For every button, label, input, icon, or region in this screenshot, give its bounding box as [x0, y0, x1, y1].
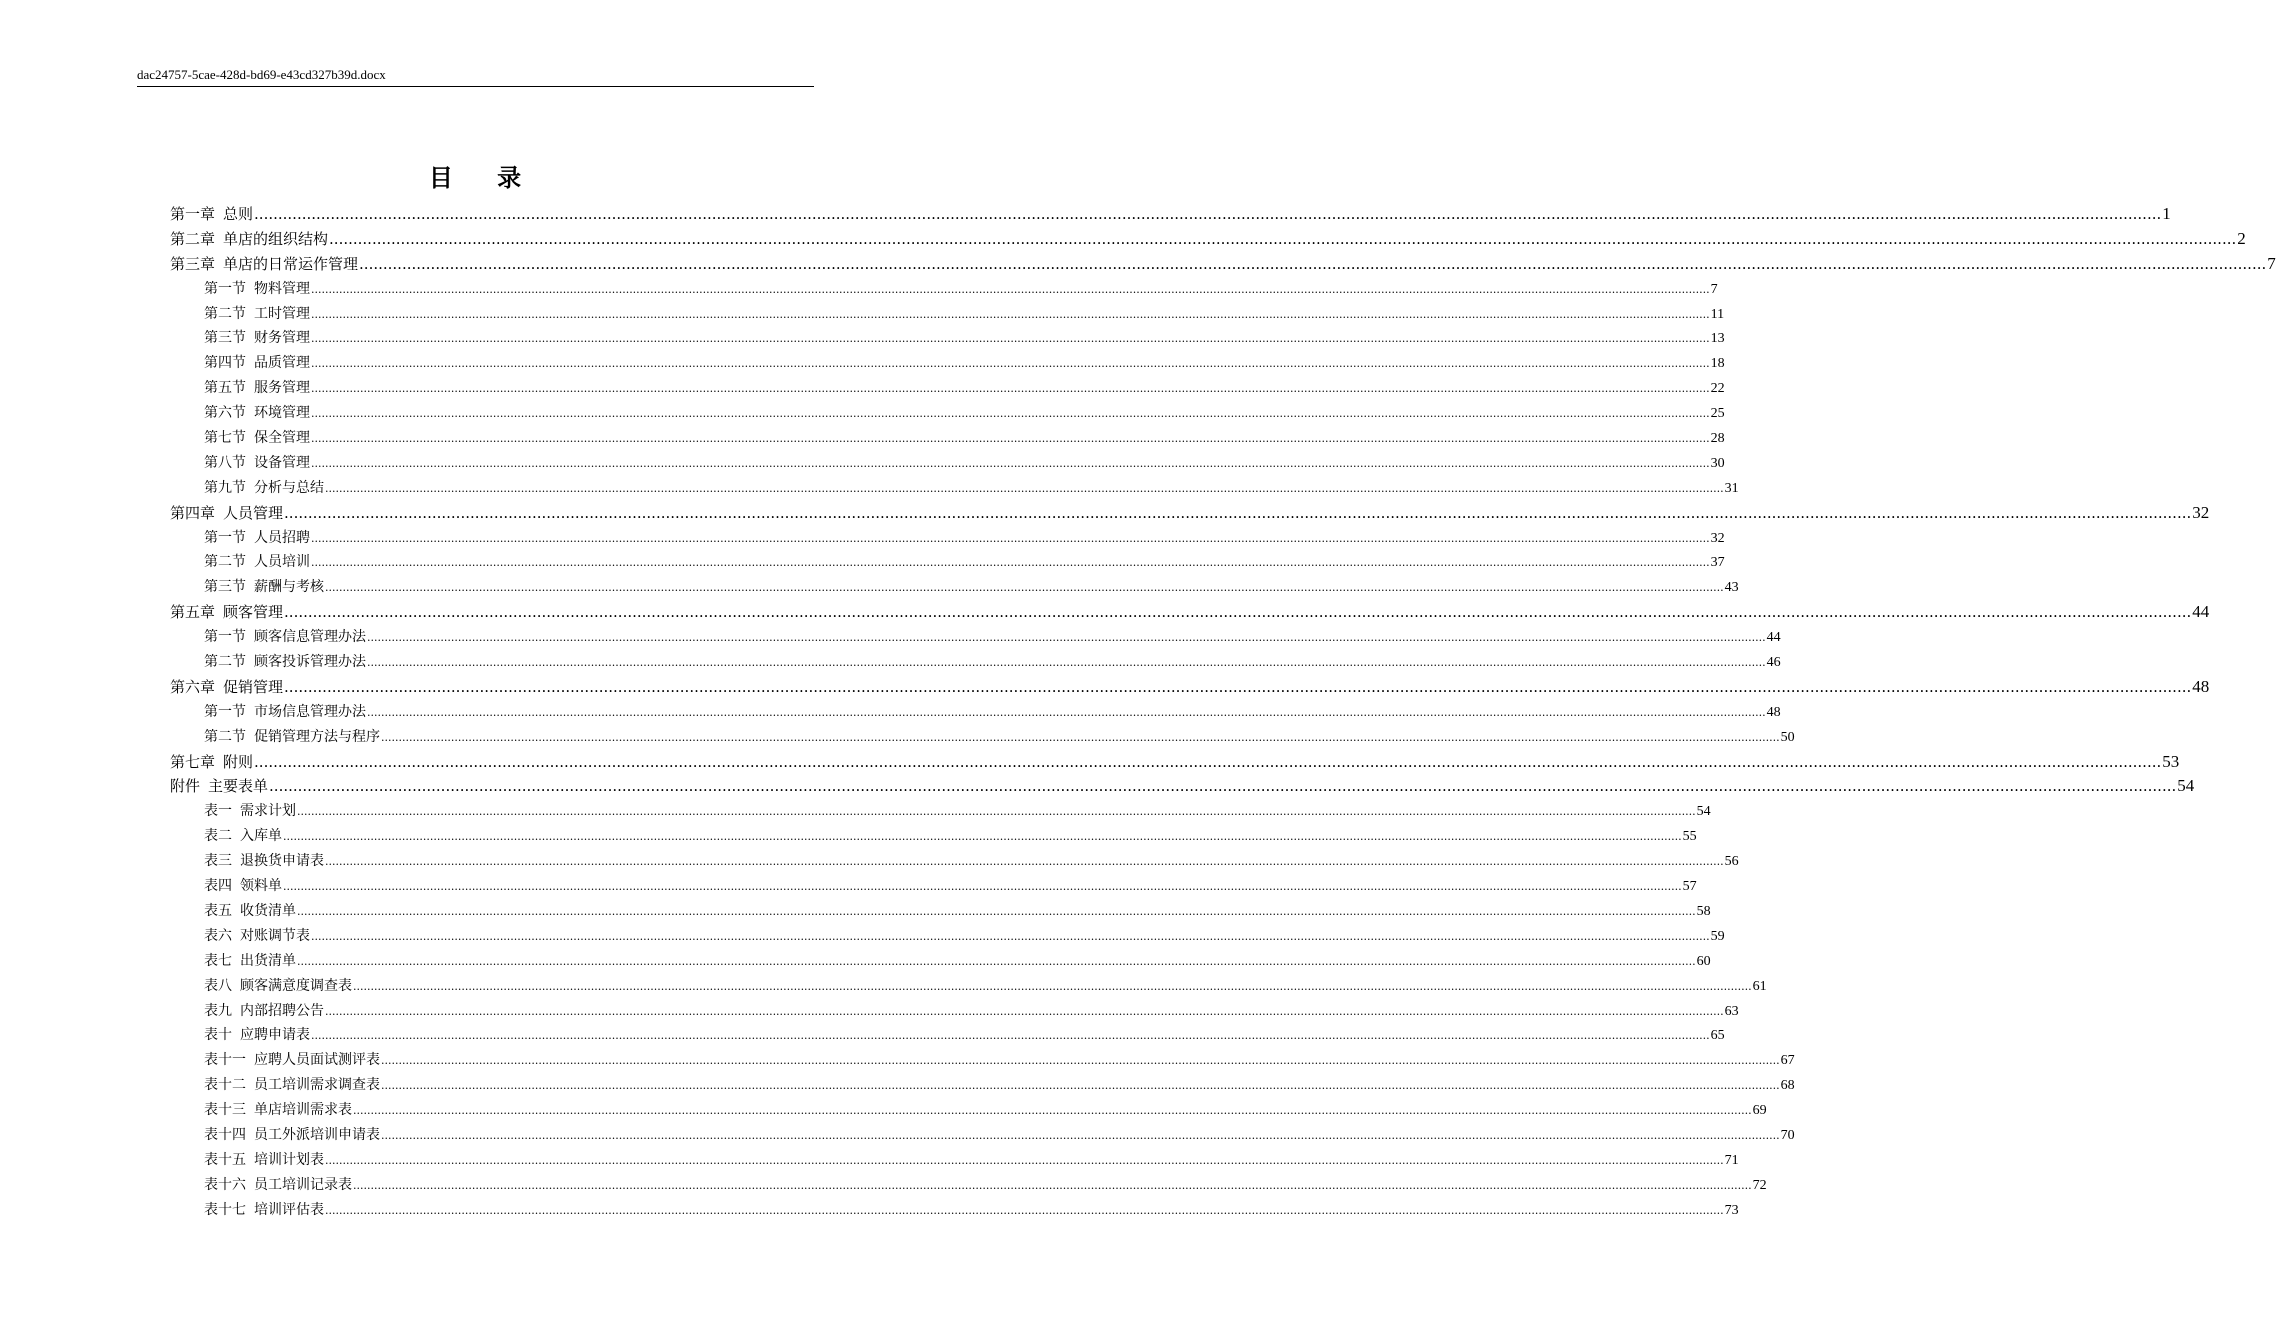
toc-entry-text: 培训评估表: [254, 1201, 324, 1218]
toc-entry-text: 品质管理: [254, 355, 310, 372]
toc-entry-label: [204, 526, 310, 551]
toc-entry-label: [204, 725, 380, 750]
toc-entry-text: 顾客满意度调查表: [240, 977, 352, 994]
toc-dot-leader: ................................................................................................................................................................................................................................................................................................................................................................................................................: [381, 1128, 1780, 1142]
toc-entry-label: [204, 1148, 324, 1173]
toc-entry-page: 48: [2192, 676, 2210, 696]
toc-dot-leader: ................................................................................................................................................................................................................................................................................................................................................................................................................: [381, 1054, 1780, 1068]
toc-entry-number: 第五章: [170, 603, 216, 622]
toc-entry-text: 培训计划表: [254, 1151, 324, 1168]
toc-entry-page: 1: [2162, 204, 2171, 223]
toc-dot-leader: ................................................................................................................................................................................................................................................................................................................................................................................................................: [353, 979, 1752, 993]
toc-entry-number: 表十五: [204, 1151, 246, 1168]
toc-dot-leader: ................................................................................................................................................................................................................................................................................................................................................................................................................: [311, 556, 1710, 570]
toc-entry-number: 第二章: [170, 229, 216, 248]
toc-dot-leader: ................................................................................................................................................................................................................................................................................................................................................................................................................: [284, 677, 2192, 696]
toc-entry-label: [204, 401, 310, 426]
toc-dot-leader: ................................................................................................................................................................................................................................................................................................................................................................................................................: [325, 855, 1724, 869]
toc-entry-page: 11: [1710, 306, 1725, 322]
toc-entry-text: 退换货申请表: [240, 853, 324, 870]
toc-entry-label: [204, 575, 324, 600]
toc-dot-leader: ................................................................................................................................................................................................................................................................................................................................................................................................................: [359, 254, 2267, 273]
toc-entry-number: 第三节: [204, 330, 246, 347]
toc-entry-page: 44: [1766, 630, 1781, 646]
toc-entry-text: 保全管理: [254, 430, 310, 447]
toc-entry-page: 18: [1710, 356, 1725, 372]
toc-entry-page: 72: [1752, 1177, 1767, 1193]
toc-entry-label: [204, 1173, 352, 1198]
toc-entry-number: 第四节: [204, 355, 246, 372]
toc-entry-number: 第一节: [204, 280, 246, 297]
toc-entry-number: 第一节: [204, 629, 246, 646]
toc-entry-number: 第二节: [204, 305, 246, 322]
toc-entry-text: 设备管理: [254, 454, 310, 471]
toc-entry[interactable]: [170, 351, 1725, 376]
toc-entry[interactable]: [170, 550, 1725, 575]
toc-entry-page: 59: [1710, 928, 1725, 944]
toc-entry-text: 领料单: [240, 878, 282, 895]
toc-dot-leader: ................................................................................................................................................................................................................................................................................................................................................................................................................: [381, 730, 1780, 744]
toc-dot-leader: ................................................................................................................................................................................................................................................................................................................................................................................................................: [325, 1153, 1724, 1167]
toc-entry-label: [204, 277, 310, 302]
toc-entry-text: 员工培训需求调查表: [254, 1077, 380, 1094]
toc-entry-page: 37: [1710, 555, 1725, 571]
toc-entry-number: 表十一: [204, 1052, 246, 1069]
toc-dot-leader: ................................................................................................................................................................................................................................................................................................................................................................................................................: [311, 332, 1710, 346]
toc-entry-page: 28: [1710, 431, 1725, 447]
toc-entry-label: [170, 675, 283, 700]
toc-entry-text: 收货清单: [240, 902, 296, 919]
toc-entry-text: 市场信息管理办法: [254, 703, 366, 720]
toc-entry-page: 44: [2192, 602, 2210, 622]
toc-dot-leader: ................................................................................................................................................................................................................................................................................................................................................................................................................: [311, 382, 1710, 396]
toc-entry-text: 应聘人员面试测评表: [254, 1052, 380, 1069]
toc-entry-text: 单店的组织结构: [223, 229, 329, 248]
toc-entry-text: 服务管理: [254, 380, 310, 397]
toc-entry-number: 表十四: [204, 1126, 246, 1143]
toc-entry-label: [204, 376, 310, 401]
toc-entry-number: 表一: [204, 803, 232, 820]
toc-dot-leader: ................................................................................................................................................................................................................................................................................................................................................................................................................: [311, 307, 1710, 321]
toc-entry[interactable]: [170, 1048, 1795, 1073]
document-header: [137, 66, 814, 87]
toc-entry-label: [170, 501, 283, 526]
toc-entry[interactable]: [170, 252, 2276, 277]
toc-dot-leader: ................................................................................................................................................................................................................................................................................................................................................................................................................: [311, 929, 1710, 943]
toc-entry-number: 表八: [204, 977, 232, 994]
toc-entry-label: [204, 1023, 310, 1048]
toc-entry[interactable]: [170, 774, 2195, 799]
toc-dot-leader: ................................................................................................................................................................................................................................................................................................................................................................................................................: [311, 282, 1710, 296]
toc-entry-text: 入库单: [240, 828, 282, 845]
toc-entry-page: 25: [1710, 406, 1725, 422]
toc-entry[interactable]: [170, 874, 1697, 899]
toc-entry[interactable]: [170, 376, 1725, 401]
toc-entry-number: 第一章: [170, 205, 216, 223]
toc-entry-label: [170, 252, 358, 277]
toc-entry-number: 第八节: [204, 454, 246, 471]
toc-entry-page: 56: [1724, 854, 1739, 870]
toc-entry[interactable]: [170, 326, 1725, 351]
toc-dot-leader: ................................................................................................................................................................................................................................................................................................................................................................................................................: [284, 503, 2192, 522]
toc-dot-leader: ................................................................................................................................................................................................................................................................................................................................................................................................................: [311, 531, 1710, 545]
toc-entry-text: 财务管理: [254, 330, 310, 347]
page-title: 目 录: [428, 163, 540, 192]
toc-dot-leader: ................................................................................................................................................................................................................................................................................................................................................................................................................: [297, 904, 1696, 918]
toc-entry-text: 薪酬与考核: [254, 579, 324, 596]
toc-entry-label: [204, 1048, 380, 1073]
toc-entry[interactable]: [170, 202, 2171, 227]
toc-entry-text: 顾客管理: [223, 603, 284, 622]
toc-entry-page: 48: [1766, 704, 1781, 720]
toc-entry-text: 单店的日常运作管理: [223, 254, 359, 273]
toc-entry-text: 员工培训记录表: [254, 1176, 352, 1193]
toc-dot-leader: ................................................................................................................................................................................................................................................................................................................................................................................................................: [311, 432, 1710, 446]
toc-entry-page: 71: [1724, 1152, 1739, 1168]
toc-dot-leader: ................................................................................................................................................................................................................................................................................................................................................................................................................: [269, 777, 2177, 796]
toc-dot-leader: ................................................................................................................................................................................................................................................................................................................................................................................................................: [284, 603, 2192, 622]
toc-entry-label: [170, 774, 268, 799]
toc-entry-page: 55: [1682, 829, 1697, 845]
toc-entry[interactable]: [170, 675, 2210, 700]
toc-entry-page: 57: [1682, 879, 1697, 895]
toc-entry-label: [204, 1123, 380, 1148]
toc-entry-text: 促销管理方法与程序: [254, 728, 380, 745]
toc-entry-page: 60: [1696, 953, 1711, 969]
toc-entry-text: 环境管理: [254, 405, 310, 422]
toc-entry[interactable]: [170, 526, 1725, 551]
toc-entry-text: 对账调节表: [240, 927, 310, 944]
toc-entry-label: [170, 202, 253, 227]
toc-entry[interactable]: [170, 426, 1725, 451]
toc-entry-label: [204, 849, 324, 874]
toc-entry-number: 第一节: [204, 529, 246, 546]
toc-entry-page: 30: [1710, 455, 1725, 471]
toc-entry[interactable]: [170, 999, 1739, 1024]
toc-entry-label: [204, 899, 296, 924]
toc-entry-page: 46: [1766, 655, 1781, 671]
toc-entry-number: 表十三: [204, 1102, 246, 1119]
toc-entry-page: 69: [1752, 1103, 1767, 1119]
toc-entry-label: [204, 650, 366, 675]
toc-entry-page: 32: [1710, 530, 1725, 546]
toc-entry-label: [204, 974, 352, 999]
toc-dot-leader: ................................................................................................................................................................................................................................................................................................................................................................................................................: [329, 229, 2237, 248]
toc-entry-page: 70: [1780, 1127, 1795, 1143]
toc-entry-page: 54: [2177, 776, 2195, 796]
toc-entry-text: 内部招聘公告: [240, 1002, 324, 1019]
toc-entry-number: 第三节: [204, 579, 246, 596]
toc-entry-text: 人员招聘: [254, 529, 310, 546]
toc-dot-leader: ................................................................................................................................................................................................................................................................................................................................................................................................................: [297, 805, 1696, 819]
toc-entry[interactable]: [170, 451, 1725, 476]
toc-entry[interactable]: [170, 824, 1697, 849]
toc-entry-number: 第五节: [204, 380, 246, 397]
header-filename: dac24757-5cae-428d-bd69-e43cd327b39d.docx: [137, 67, 386, 82]
toc-entry-label: [204, 874, 282, 899]
toc-entry-page: 22: [1710, 381, 1725, 397]
toc-entry-number: 第六章: [170, 677, 216, 696]
toc-dot-leader: ................................................................................................................................................................................................................................................................................................................................................................................................................: [325, 581, 1724, 595]
toc-entry-page: 65: [1710, 1028, 1725, 1044]
toc-entry[interactable]: [170, 1023, 1725, 1048]
toc-entry-page: 67: [1780, 1053, 1795, 1069]
toc-dot-leader: ................................................................................................................................................................................................................................................................................................................................................................................................................: [311, 456, 1710, 470]
toc-entry-number: 表十: [204, 1027, 232, 1044]
toc-entry-number: 第七节: [204, 430, 246, 447]
toc-dot-leader: ................................................................................................................................................................................................................................................................................................................................................................................................................: [283, 830, 1682, 844]
toc-entry[interactable]: [170, 725, 1795, 750]
toc-dot-leader: ................................................................................................................................................................................................................................................................................................................................................................................................................: [311, 1029, 1710, 1043]
toc-entry-text: 工时管理: [254, 305, 310, 322]
toc-entry-text: 顾客投诉管理办法: [254, 654, 366, 671]
toc-dot-leader: ................................................................................................................................................................................................................................................................................................................................................................................................................: [254, 205, 2162, 223]
toc-entry-number: 第四章: [170, 503, 216, 522]
toc-dot-leader: ................................................................................................................................................................................................................................................................................................................................................................................................................: [325, 1004, 1724, 1018]
toc-entry-text: 附则: [223, 752, 254, 771]
toc-entry[interactable]: [170, 401, 1725, 426]
toc-entry-number: 第一节: [204, 703, 246, 720]
toc-entry-text: 需求计划: [240, 803, 296, 820]
toc-entry-number: 表十七: [204, 1201, 246, 1218]
toc-entry[interactable]: [170, 227, 2246, 252]
toc-entry-page: 13: [1710, 331, 1725, 347]
toc-entry-text: 员工外派培训申请表: [254, 1126, 380, 1143]
toc-entry-number: 表九: [204, 1002, 232, 1019]
toc-entry[interactable]: [170, 1173, 1767, 1198]
toc-entry-text: 出货清单: [240, 952, 296, 969]
toc-entry-label: [204, 451, 310, 476]
toc-entry-label: [204, 625, 366, 650]
toc-entry[interactable]: [170, 277, 1718, 302]
toc-dot-leader: ................................................................................................................................................................................................................................................................................................................................................................................................................: [283, 880, 1682, 894]
toc-entry-page: 68: [1780, 1078, 1795, 1094]
toc-entry[interactable]: [170, 924, 1725, 949]
toc-dot-leader: ................................................................................................................................................................................................................................................................................................................................................................................................................: [325, 481, 1724, 495]
table-of-contents: [170, 202, 2276, 1223]
toc-entry-number: 表十六: [204, 1176, 246, 1193]
toc-entry[interactable]: [170, 899, 1711, 924]
toc-entry-number: 附件: [170, 777, 201, 796]
toc-entry-label: [204, 1098, 352, 1123]
toc-dot-leader: ................................................................................................................................................................................................................................................................................................................................................................................................................: [311, 407, 1710, 421]
toc-entry[interactable]: [170, 1073, 1795, 1098]
toc-entry[interactable]: [170, 1098, 1767, 1123]
toc-entry[interactable]: [170, 501, 2210, 526]
toc-entry-number: 表二: [204, 828, 232, 845]
toc-entry-page: 61: [1752, 978, 1767, 994]
toc-entry-label: [204, 949, 296, 974]
toc-entry-text: 主要表单: [208, 777, 269, 796]
toc-entry-number: 表三: [204, 853, 232, 870]
toc-dot-leader: ................................................................................................................................................................................................................................................................................................................................................................................................................: [353, 1104, 1752, 1118]
toc-entry-page: 32: [2192, 502, 2210, 522]
toc-entry[interactable]: [170, 1148, 1739, 1173]
toc-entry-page: 63: [1724, 1003, 1739, 1019]
toc-entry-text: 人员培训: [254, 554, 310, 571]
toc-entry[interactable]: [170, 1198, 1739, 1223]
toc-entry-label: [204, 426, 310, 451]
toc-entry-label: [204, 550, 310, 575]
toc-entry[interactable]: [170, 625, 1781, 650]
toc-entry-label: [204, 1198, 324, 1223]
toc-dot-leader: ................................................................................................................................................................................................................................................................................................................................................................................................................: [297, 954, 1696, 968]
toc-dot-leader: ................................................................................................................................................................................................................................................................................................................................................................................................................: [381, 1079, 1780, 1093]
toc-entry[interactable]: [170, 799, 1711, 824]
toc-entry[interactable]: [170, 700, 1781, 725]
toc-entry-page: 58: [1696, 903, 1711, 919]
toc-dot-leader: ................................................................................................................................................................................................................................................................................................................................................................................................................: [311, 357, 1710, 371]
toc-entry-text: 促销管理: [223, 677, 284, 696]
toc-entry[interactable]: [170, 650, 1781, 675]
toc-entry-number: 第九节: [204, 479, 246, 496]
toc-entry[interactable]: [170, 949, 1711, 974]
toc-entry-label: [170, 600, 283, 625]
toc-entry[interactable]: [170, 600, 2210, 625]
toc-entry-number: 表十二: [204, 1077, 246, 1094]
toc-dot-leader: ................................................................................................................................................................................................................................................................................................................................................................................................................: [367, 656, 1766, 670]
toc-entry-number: 第三章: [170, 254, 216, 273]
toc-entry-number: 第二节: [204, 654, 246, 671]
toc-entry-page: 7: [2267, 253, 2276, 273]
toc-entry-number: 表五: [204, 902, 232, 919]
toc-entry-text: 物料管理: [254, 280, 310, 297]
toc-entry-label: [204, 351, 310, 376]
toc-entry[interactable]: [170, 849, 1739, 874]
toc-entry-page: 50: [1780, 729, 1795, 745]
toc-entry-text: 分析与总结: [254, 479, 324, 496]
toc-entry-label: [204, 476, 324, 501]
toc-entry-label: [170, 750, 253, 775]
toc-entry-page: 53: [2162, 751, 2180, 771]
toc-dot-leader: ................................................................................................................................................................................................................................................................................................................................................................................................................: [367, 631, 1766, 645]
toc-entry-page: 7: [1710, 281, 1718, 297]
toc-entry-number: 表七: [204, 952, 232, 969]
toc-entry-text: 应聘申请表: [240, 1027, 310, 1044]
toc-entry-page: 73: [1724, 1202, 1739, 1218]
toc-entry-label: [204, 824, 282, 849]
toc-entry-label: [204, 999, 324, 1024]
toc-entry-text: 单店培训需求表: [254, 1102, 352, 1119]
toc-entry[interactable]: [170, 974, 1767, 999]
toc-entry[interactable]: [170, 750, 2180, 775]
toc-entry-label: [204, 924, 310, 949]
toc-dot-leader: ................................................................................................................................................................................................................................................................................................................................................................................................................: [254, 752, 2162, 771]
toc-entry[interactable]: [170, 1123, 1795, 1148]
toc-entry-number: 第二节: [204, 554, 246, 571]
toc-entry-number: 第六节: [204, 405, 246, 422]
toc-entry-page: 54: [1696, 804, 1711, 820]
toc-dot-leader: ................................................................................................................................................................................................................................................................................................................................................................................................................: [325, 1203, 1724, 1217]
toc-entry-label: [170, 227, 328, 252]
toc-entry-number: 表四: [204, 878, 232, 895]
toc-entry[interactable]: [170, 302, 1725, 327]
toc-entry[interactable]: [170, 575, 1739, 600]
toc-entry-text: 顾客信息管理办法: [254, 629, 366, 646]
toc-entry-number: 第二节: [204, 728, 246, 745]
toc-entry-label: [204, 799, 296, 824]
toc-entry-label: [204, 326, 310, 351]
toc-entry-page: 43: [1724, 580, 1739, 596]
toc-entry-number: 第七章: [170, 752, 216, 771]
toc-entry-label: [204, 302, 310, 327]
toc-entry-text: 总则: [223, 205, 254, 223]
toc-dot-leader: ................................................................................................................................................................................................................................................................................................................................................................................................................: [367, 705, 1766, 719]
toc-entry[interactable]: [170, 476, 1739, 501]
toc-entry-number: 表六: [204, 927, 232, 944]
toc-dot-leader: ................................................................................................................................................................................................................................................................................................................................................................................................................: [353, 1178, 1752, 1192]
toc-entry-page: 2: [2237, 228, 2246, 248]
toc-entry-text: 人员管理: [223, 503, 284, 522]
toc-entry-label: [204, 700, 366, 725]
toc-entry-page: 31: [1724, 480, 1739, 496]
toc-entry-label: [204, 1073, 380, 1098]
